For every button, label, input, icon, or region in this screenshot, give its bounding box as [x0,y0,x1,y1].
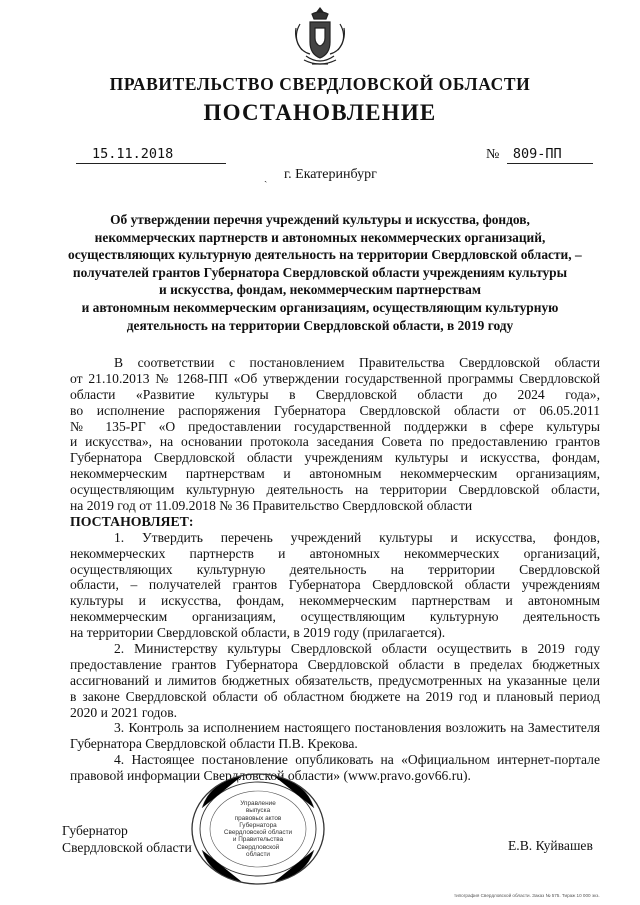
text-line: 3. Контроль за исполнением настоящего постановления возложить на Заместителя [114,720,600,736]
signatory-name: Е.В. Куйвашев [508,838,593,853]
text-line: В соответствии с постановлением Правительства Свердловской области [114,355,600,370]
stamp-line: правовых актов [234,814,282,822]
text-line: правовой информации Свердловской области» (www.pravo.gov66.ru). [70,768,471,784]
text-line: области «Развитие культуры в Свердловской области до 2024 года», [70,386,600,402]
text-line: Губернатора Свердловской области П.В. Крекова. [70,736,358,752]
text-line: осуществляющих культурную деятельность на территории Свердловской [70,561,600,577]
preamble [70,355,600,514]
resolves-label: ПОСТАНОВЛЯЕТ: [70,513,194,529]
signatory-title-line: Губернатор [62,823,128,838]
text-line: от 21.10.2013 № 1268-ПП «Об утверждении государственной программы Свердловской [70,370,600,386]
heading-line: и автономным некоммерческим организациям, осуществляющим культурную [81,299,559,315]
document-type: ПОСТАНОВЛЕНИЕ [203,100,437,125]
text-line: № 135-РГ «О предоставлении государственной поддержки в сфере культуры [70,418,600,434]
text-line: 4. Настоящее постановление опубликовать на «Официальном интернет-портале [114,752,600,768]
stamp-line: и Правительства [232,836,284,844]
text-line: во исполнение распоряжения Губернатора Свердловской области от 06.05.2011 [70,402,600,418]
stamp-line: Губернатора [239,821,277,829]
heading-line: осуществляющих культурную деятельность на территории Свердловской области, – [68,247,582,263]
text-line: Губернатора Свердловской области учреждениям культуры и искусства, фондам, [70,450,600,466]
city-line: г. Екатеринбург [284,167,377,182]
text-line: осуществляющим культурную деятельность на территории Свердловской области, [70,482,600,498]
text-line: ассигнований и лимитов бюджетных обязательств, предусмотренных на указанные цели [70,672,600,688]
text-line: на территории Свердловской области, в 2019 году (прилагается). [70,625,446,641]
signatory-title [62,822,192,856]
signatory-title-line: Свердловской области [62,840,192,855]
stamp-line: выпуска [245,807,271,815]
stamp-line: Свердловской области [223,829,293,837]
text-line: на 2019 год от 11.09.2018 № 36 Правительство Свердловской области [70,498,473,514]
pen-mark: ˏ [264,172,268,183]
stamp-text [212,800,304,858]
stamp-line: области [246,851,270,859]
text-line: области, – получателей грантов Губернатора Свердловской области учреждениям [70,577,600,593]
heading-line: деятельность на территории Свердловской области, в 2019 году [126,317,514,333]
text-line: предоставление грантов Губернатора Свердловской области в пределах бюджетных [70,656,600,672]
stamp-line: Управление [240,800,276,807]
coat-of-arms-icon [292,6,348,68]
document-body [70,355,600,784]
heading-line: некоммерческих партнерств и автономных некоммерческих организаций, [94,229,546,245]
document-heading [68,211,582,334]
text-line: 2. Министерству культуры Свердловской области осуществить в 2019 году [114,641,600,657]
document-number-block [486,146,593,164]
number-sign: № [486,147,500,162]
print-footer-note: типография Свердловской области. Заказ № 575. Тираж 10 000 экз. [454,893,600,898]
item-3 [70,720,600,752]
text-line: 2020 и 2021 годов. [70,704,178,720]
government-title: ПРАВИТЕЛЬСТВО СВЕРДЛОВСКОЙ ОБЛАСТИ [109,74,531,94]
text-line: некоммерческих партнерств и автономных некоммерческих организаций, [70,545,600,561]
heading-line: Об утверждении перечня учреждений культуры и искусства, фондов, [110,212,530,227]
text-line: 1. Утвердить перечень учреждений культуры и искусства, фондов, [114,529,600,545]
text-line: некоммерческим партнерствам и автономным некоммерческим организациям, [70,466,600,482]
item-2 [70,641,600,720]
text-line: некоммерческим организациям, осуществляющим культурную деятельность [70,609,600,625]
item-4 [70,752,600,784]
document-number: 809-ПП [507,146,593,164]
stamp-line: Свердловской [236,843,280,851]
text-line: культуры и искусства, фондам, некоммерческим партнерствам и автономным [70,593,600,609]
document-date: 15.11.2018 [76,146,226,164]
heading-line: и искусства, фондам, некоммерческим партнерствам [159,282,481,298]
text-line: и искусства», на основании протокола заседания Совета по предоставлению грантов [70,434,600,450]
item-1 [70,530,600,641]
heading-line: получателей грантов Губернатора Свердловской области учреждениям культуры [72,264,568,280]
text-line: в законе Свердловской области об областном бюджете на 2019 год и плановый период [70,688,600,704]
